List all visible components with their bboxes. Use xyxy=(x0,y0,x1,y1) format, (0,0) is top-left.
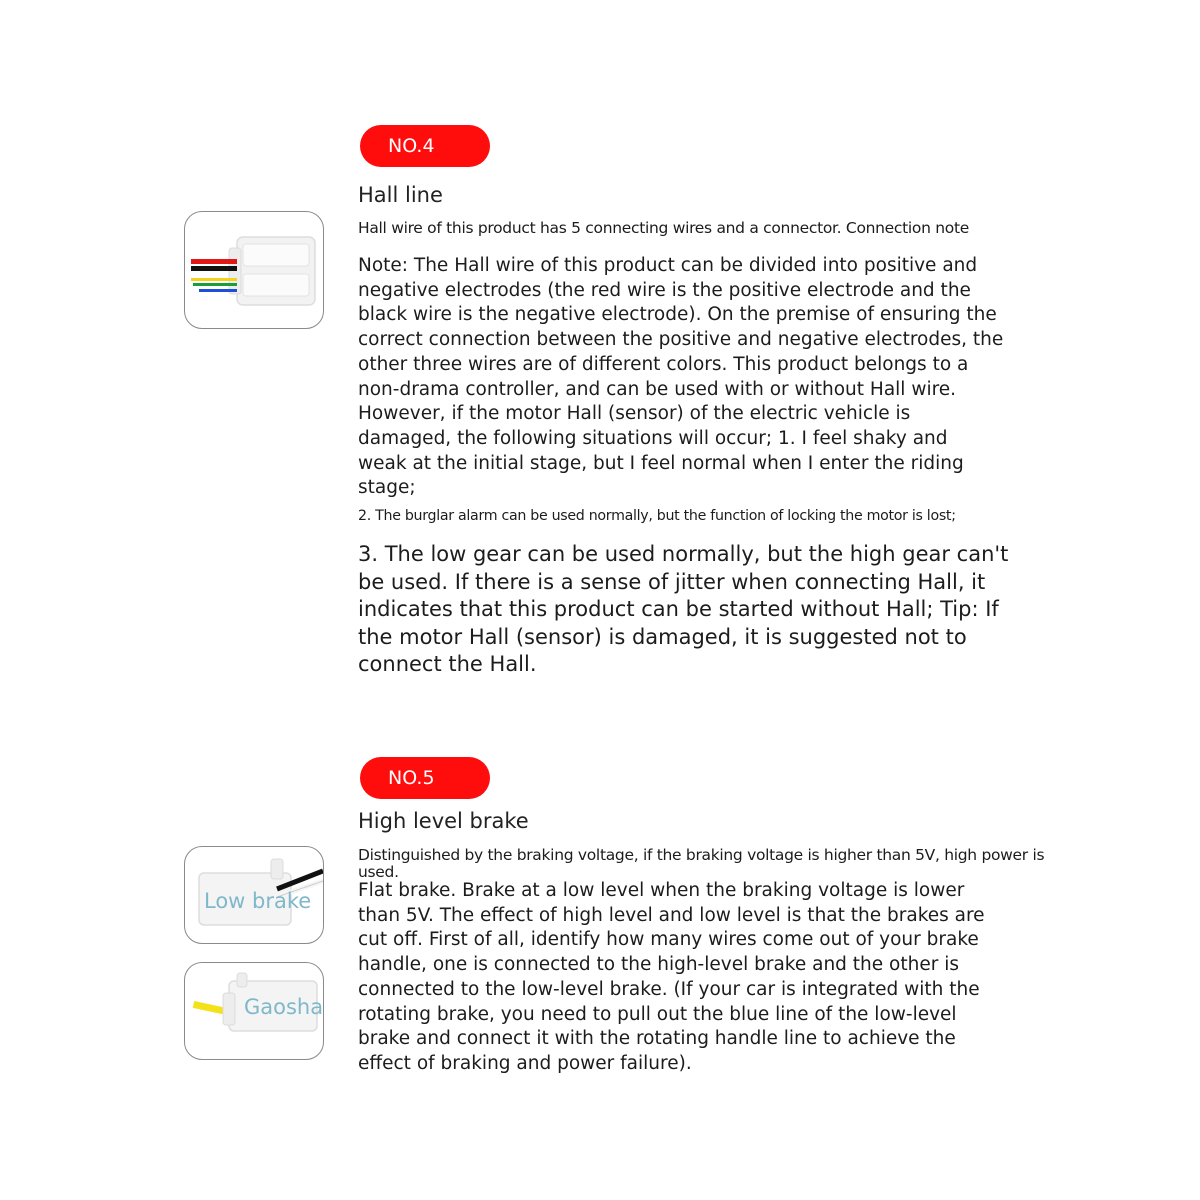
section-subtitle: Hall wire of this product has 5 connecting wires and a connector. Connection note xyxy=(358,219,969,237)
paragraph-line: Note: The Hall wire of this product can be divided into positive and xyxy=(358,255,978,276)
paragraph-line: non-drama controller, and can be used with or without Hall wire. xyxy=(358,378,957,400)
paragraph-line: than 5V. The effect of high level and low level is that the brakes are xyxy=(358,904,985,926)
section-badge-no4: NO.4 xyxy=(360,125,490,167)
paragraph-line: Flat brake. Brake at a low level when the braking voltage is lower xyxy=(358,880,965,901)
large-line: indicates that this product can be started without Hall; Tip: If xyxy=(358,597,999,621)
section-paragraph xyxy=(358,254,1003,501)
hall-wire-yellow xyxy=(191,278,237,281)
large-line: 3. The low gear can be used normally, but the high gear can't xyxy=(358,542,1009,566)
subtitle-line: used. xyxy=(358,863,399,881)
paragraph-line: brake and connect it with the rotating handle line to achieve the xyxy=(358,1028,956,1050)
section-title-hall-line: Hall line xyxy=(358,183,443,207)
paragraph-line: stage; xyxy=(358,477,416,499)
paragraph-line: rotating brake, you need to pull out the blue line of the low-level xyxy=(358,1003,957,1025)
paragraph-line: connected to the low-level brake. (If your car is integrated with the xyxy=(358,978,980,1000)
hall-connector-icon xyxy=(185,212,324,329)
section-title-high-level-brake: High level brake xyxy=(358,809,529,833)
paragraph-line: cut off. First of all, identify how many wires come out of your brake xyxy=(358,929,979,951)
section-note-line: 2. The burglar alarm can be used normally, but the function of locking the motor is lost; xyxy=(358,508,956,524)
paragraph-line: handle, one is connected to the high-level brake and the other is xyxy=(358,954,959,976)
gaosha-image xyxy=(184,962,324,1060)
section-large-paragraph xyxy=(358,541,1008,679)
paragraph-line: black wire is the negative electrode). On the premise of ensuring the xyxy=(358,304,997,326)
subtitle-line: Distinguished by the braking voltage, if the braking voltage is higher than 5V, high power is xyxy=(358,846,1045,864)
gaosha-label: Gaosha xyxy=(244,995,324,1019)
hall-wire-green xyxy=(193,283,237,286)
large-line: be used. If there is a sense of jitter when connecting Hall, it xyxy=(358,569,986,594)
low-brake-label: Low brake xyxy=(204,889,312,913)
paragraph-line: damaged, the following situations will occur; 1. I feel shaky and xyxy=(358,427,948,449)
large-line: connect the Hall. xyxy=(358,652,537,676)
large-line: the motor Hall (sensor) is damaged, it is suggested not to xyxy=(358,624,967,649)
paragraph-line: However, if the motor Hall (sensor) of the electric vehicle is xyxy=(358,403,911,425)
paragraph-line: negative electrodes (the red wire is the positive electrode and the xyxy=(358,279,971,301)
hall-wire-blue xyxy=(199,289,237,292)
section-subtitle xyxy=(358,847,1044,881)
section-paragraph xyxy=(358,879,985,1077)
hall-connector-image xyxy=(184,211,324,329)
paragraph-line: other three wires are of different colors. This product belongs to a xyxy=(358,353,969,375)
section-badge-no5: NO.5 xyxy=(360,757,490,799)
paragraph-line: weak at the initial stage, but I feel normal when I enter the riding xyxy=(358,452,964,474)
hall-wire-black xyxy=(191,266,237,271)
paragraph-line: correct connection between the positive and negative electrodes, the xyxy=(358,329,1004,351)
low-brake-image xyxy=(184,846,324,944)
paragraph-line: effect of braking and power failure). xyxy=(358,1052,692,1074)
hall-wire-red xyxy=(191,259,237,264)
